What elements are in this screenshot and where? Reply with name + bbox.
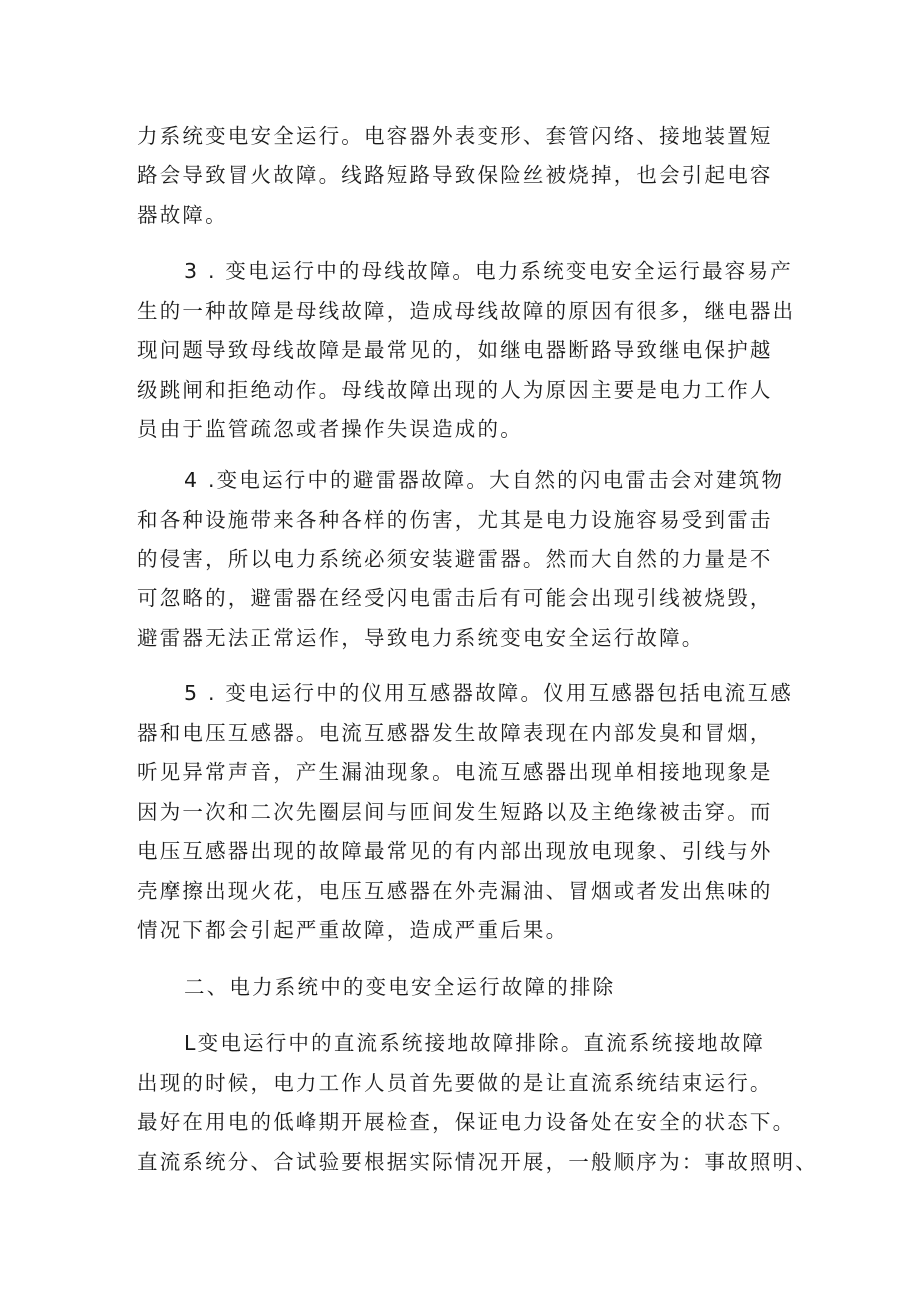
text-line: 听见异常声音，产生漏油现象。电流互感器出现单相接地现象是 [137,760,773,784]
text-line: 路会导致冒火故障。线路短路导致保险丝被烧掉，也会引起电容 [137,163,773,187]
text-line: L变电运行中的直流系统接地故障排除。直流系统接地故障 [184,1031,766,1055]
text-line: 3 . 变电运行中的母线故障。电力系统变电安全运行最容易产 [184,259,793,283]
text-line: 避雷器无法正常运作，导致电力系统变电安全运行故障。 [137,626,705,650]
text-line: 器故障。 [137,203,228,227]
text-line: 最好在用电的低峰期开展检查，保证电力设备处在安全的状态下。 [137,1110,796,1134]
text-line: 直流系统分、合试验要根据实际情况开展，一般顺序为：事故照明、 [137,1150,818,1174]
text-line: 力系统变电安全运行。电容器外表变形、套管闪络、接地装置短 [137,124,773,148]
text-line: 4 .变电运行中的避雷器故障。大自然的闪电雷击会对建筑物 [184,468,785,492]
text-line: 电压互感器出现的故障最常见的有内部出现放电现象、引线与外 [137,839,773,863]
text-line: 器和电压互感器。电流互感器发生故障表现在内部发臭和冒烟， [137,721,773,745]
text-line: 可忽略的，避雷器在经受闪电雷击后有可能会出现引线被烧毁， [137,586,773,610]
text-line: 5 . 变电运行中的仪用互感器故障。仪用互感器包括电流互感 [184,681,793,705]
section-heading: 二、电力系统中的变电安全运行故障的排除 [184,975,616,999]
text-line: 的侵害，所以电力系统必须安装避雷器。然而大自然的力量是不 [137,547,773,571]
text-line: 壳摩擦出现火花，电压互感器在外壳漏油、冒烟或者发出焦味的 [137,879,773,903]
text-line: 现问题导致母线故障是最常见的，如继电器断路导致继电保护越 [137,338,773,362]
text-line: 和各种设施带来各种各样的伤害，尤其是电力设施容易受到雷击 [137,508,773,532]
text-line: 因为一次和二次先圈层间与匝间发生短路以及主绝缘被击穿。而 [137,800,773,824]
text-line: 情况下都会引起严重故障，造成严重后果。 [137,918,569,942]
text-line: 出现的时候，电力工作人员首先要做的是让直流系统结束运行。 [137,1071,773,1095]
text-line: 级跳闸和拒绝动作。母线故障出现的人为原因主要是电力工作人 [137,378,773,402]
text-line: 生的一种故障是母线故障，造成母线故障的原因有很多，继电器出 [137,299,796,323]
text-line: 员由于监管疏忽或者操作失误造成的。 [137,417,523,441]
